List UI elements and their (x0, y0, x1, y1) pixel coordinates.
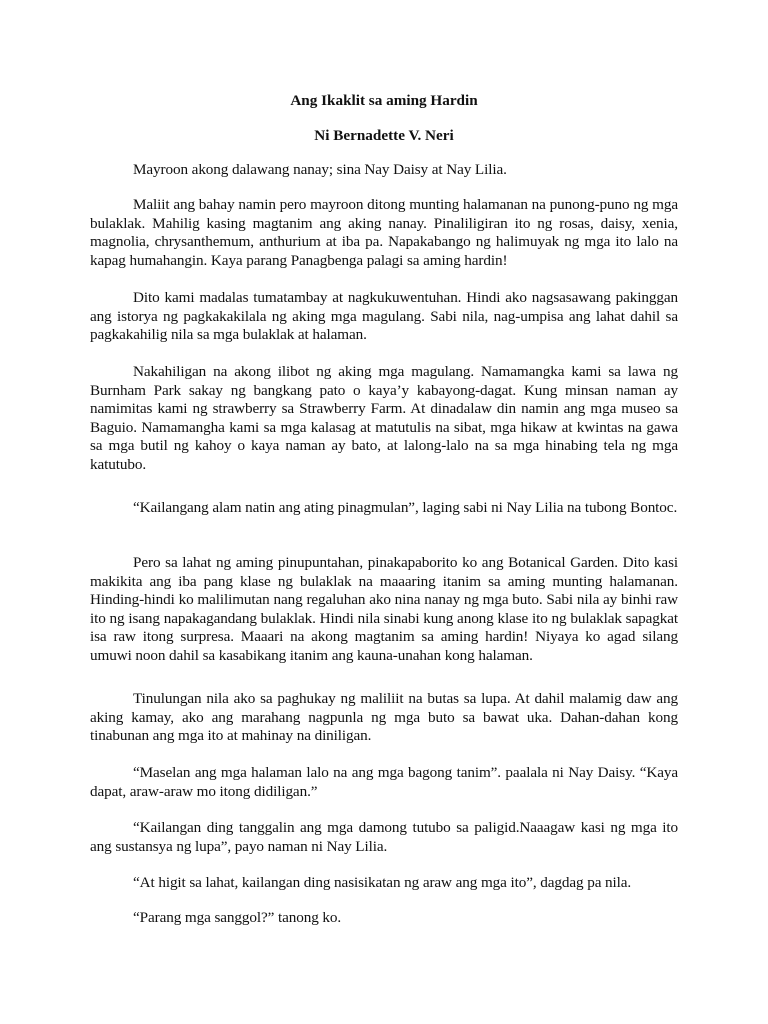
paragraph: Tinulungan nila ako sa paghukay ng maliliit na butas sa lupa. At dahil malamig daw ang aking kamay, ako ang marahang nagpunla ng mga buto sa bawat uka. Dahan-dahan kong tinabunan ang mga ito at mahinay na diniligan. (90, 690, 678, 745)
paragraph: “Kailangan ding tanggalin ang mga damong tutubo sa paligid.Naaagaw kasi ng mga ito ang sustansya ng lupa”, payo naman ni Nay Lilia. (90, 819, 678, 855)
document-author: Ni Bernadette V. Neri (314, 127, 454, 144)
paragraph: “Kailangang alam natin ang ating pinagmulan”, laging sabi ni Nay Lilia na tubong Bontoc. (133, 499, 678, 516)
paragraph: Maliit ang bahay namin pero mayroon ditong munting halamanan na punong-puno ng mga bulaklak. Mahilig kasing magtanim ang aking nanay. Pinaliligiran ito ng rosas, daisy, xenia, magnolia, chrysanthemum, anthurium at iba pa. Napakabango ng halimuyak ng mga ito lalo na kapag humahangin. Kaya parang Panagbenga palagi sa aming hardin! (90, 196, 678, 269)
paragraph: Mayroon akong dalawang nanay; sina Nay Daisy at Nay Lilia. (133, 161, 507, 178)
document-title: Ang Ikaklit sa aming Hardin (290, 92, 478, 109)
paragraph: Nakahiligan na akong ilibot ng aking mga magulang. Namamangka kami sa lawa ng Burnham Park sakay ng bangkang pato o kaya’y kabayong-dagat. Kung minsan naman ay namimitas kami ng strawberry sa Strawberry Farm. At dinadalaw din namin ang mga museo sa Baguio. Namamangha kami sa mga kalasag at matutulis na sibat, mga hikaw at kwintas na gawa sa mga butil ng kahoy o kaya naman ay bato, at lalong-lalo na sa mga hinabing tela ng mga katutubo. (90, 363, 678, 473)
paragraph: “Parang mga sanggol?” tanong ko. (133, 909, 342, 926)
paragraph: “Maselan ang mga halaman lalo na ang mga bagong tanim”. paalala ni Nay Daisy. “Kaya dapat, araw-araw mo itong didiligan.” (90, 764, 678, 800)
paragraph: “At higit sa lahat, kailangan ding nasisikatan ng araw ang mga ito”, dagdag pa nila. (133, 874, 632, 891)
paragraph: Dito kami madalas tumatambay at nagkukuwentuhan. Hindi ako nagsasawang pakinggan ang istorya ng pagkakakilala ng aking mga magulang. Sabi nila, nag-umpisa ang lahat dahil sa pagkakahilig nila sa mga bulaklak at halaman. (90, 289, 678, 344)
paragraph: Pero sa lahat ng aming pinupuntahan, pinakapaborito ko ang Botanical Garden. Dito kasi makikita ang iba pang klase ng bulaklak na maaaring itanim sa aming munting halamanan. Hinding-hindi ko malilimutan nang regaluhan ako nina nanay ng mga buto. Sabi nila ay binhi raw ito ng isang napakagandang bulaklak. Hindi nila sinabi kung anong klase ito ng bulaklak sapagkat isa raw itong surpresa. Maaari na akong magtanim sa aming hardin! Niyaya ko agad silang umuwi noon dahil sa kasabikang itanim ang kauna-unahan kong halaman. (90, 554, 678, 664)
